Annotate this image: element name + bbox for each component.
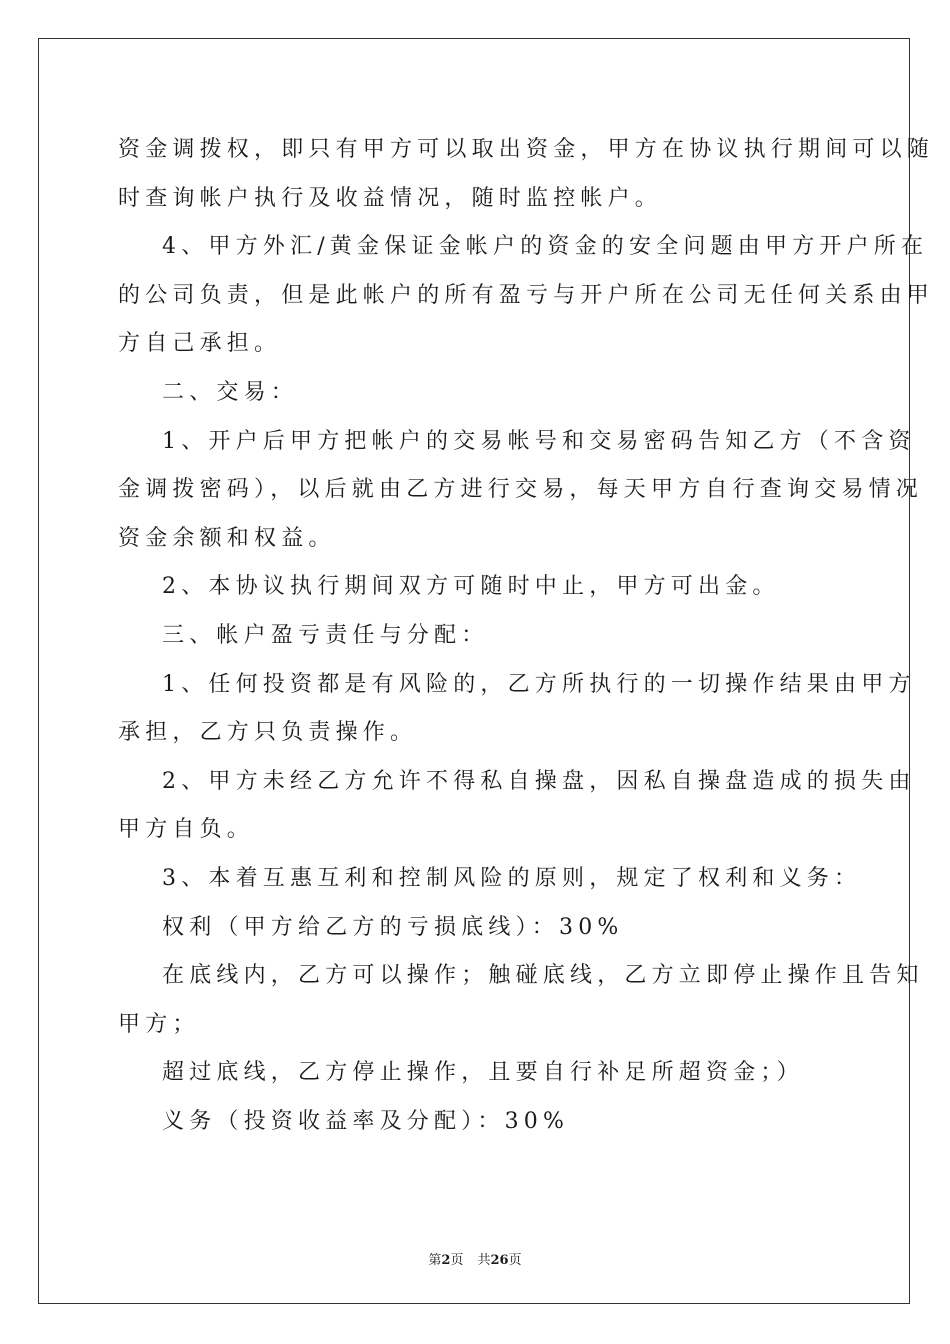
footer-total-pages: 26 [490, 1253, 509, 1268]
text-line: 甲方自负。 [118, 817, 255, 843]
footer-total-prefix: 共 [477, 1253, 491, 1268]
footer-page-unit: 页 [450, 1253, 464, 1268]
text-line: 权利（甲方给乙方的亏损底线）：30% [162, 914, 624, 940]
text-line: 义务（投资收益率及分配）：30% [162, 1108, 570, 1134]
text-line: 2、本协议执行期间双方可随时中止，甲方可出金。 [162, 574, 780, 600]
text-line: 超过底线，乙方停止操作，且要自行补足所超资金；） [162, 1060, 804, 1086]
text-line: 1、任何投资都是有风险的，乙方所执行的一切操作结果由甲方 [162, 671, 916, 697]
text-line: 2、甲方未经乙方允许不得私自操盘，因私自操盘造成的损失由 [162, 768, 916, 794]
text-line: 时查询帐户执行及收益情况，随时监控帐户。 [118, 185, 663, 211]
footer-page-prefix: 第 [428, 1253, 442, 1268]
text-line: 3、本着互惠互利和控制风险的原则，规定了权利和义务： [162, 865, 862, 891]
text-line: 资金调拨权，即只有甲方可以取出资金，甲方在协议执行期间可以随 [118, 137, 935, 162]
text-line: 三、帐户盈亏责任与分配： [162, 622, 489, 648]
text-line: 承担，乙方只负责操作。 [118, 720, 418, 746]
text-line: 方自己承担。 [118, 331, 282, 357]
text-line: 甲方； [118, 1011, 200, 1037]
page-footer [0, 1249, 950, 1268]
footer-total-unit: 页 [508, 1253, 522, 1268]
footer-current-page: 2 [441, 1253, 451, 1268]
text-line: 资金余额和权益。 [118, 525, 336, 551]
text-line: 二、交易： [162, 379, 299, 405]
text-line: 的公司负责，但是此帐户的所有盈亏与开户所在公司无任何关系由甲 [118, 282, 935, 308]
text-line: 1、开户后甲方把帐户的交易帐号和交易密码告知乙方（不含资 [162, 428, 916, 454]
text-line: 在底线内，乙方可以操作；触碰底线，乙方立即停止操作且告知 [162, 963, 924, 989]
document-body [118, 126, 935, 1146]
text-line: 金调拨密码），以后就由乙方进行交易，每天甲方自行查询交易情况 [118, 477, 924, 503]
text-line: 4、甲方外汇/黄金保证金帐户的资金的安全问题由甲方开户所在 [162, 234, 929, 260]
